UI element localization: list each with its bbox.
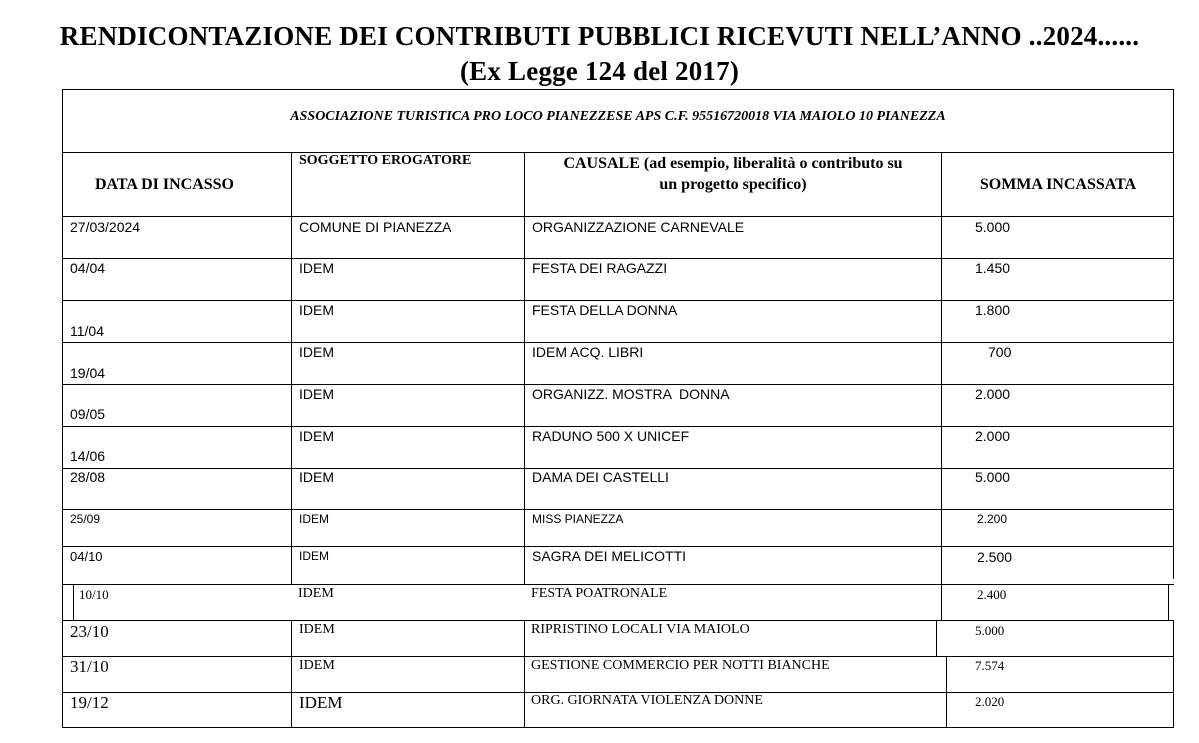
header-reason-line1: CAUSALE (ad esempio, liberalità o contributo su xyxy=(563,155,903,172)
row-payer: IDEM xyxy=(299,549,329,563)
header-amount: SOMMA INCASSATA xyxy=(979,176,1137,193)
row-separator xyxy=(62,342,1174,343)
row-separator xyxy=(62,546,1174,547)
row-payer: IDEM xyxy=(299,622,335,637)
row-reason: ORG. GIORNATA VIOLENZA DONNE xyxy=(531,693,763,708)
row-reason: RIPRISTINO LOCALI VIA MAIOLO xyxy=(531,622,750,637)
row-amount: 1.800 xyxy=(975,302,1011,318)
row-reason: GESTIONE COMMERCIO PER NOTTI BIANCHE xyxy=(531,658,830,673)
row-separator xyxy=(62,656,1174,657)
header-date: DATA DI INCASSO xyxy=(95,176,234,193)
header-separator xyxy=(62,152,1174,153)
row-separator xyxy=(62,584,1174,585)
row-payer: IDEM xyxy=(299,344,334,360)
row-reason: FESTA DEI RAGAZZI xyxy=(532,260,668,276)
row-reason: IDEM ACQ. LIBRI xyxy=(532,344,644,360)
row-reason: RADUNO 500 X UNICEF xyxy=(532,428,690,444)
row-amount: 5.000 xyxy=(975,469,1011,485)
row-amount: 5.000 xyxy=(975,219,1011,235)
row-reason: ORGANIZZ. MOSTRA DONNA xyxy=(532,386,730,402)
row-date: 04/10 xyxy=(70,549,103,564)
row-amount: 1.450 xyxy=(975,260,1011,276)
row-payer: IDEM xyxy=(299,302,334,318)
table-border-left xyxy=(62,89,63,728)
table-border-right-lower xyxy=(1173,620,1174,728)
row-separator xyxy=(62,426,1174,427)
row-separator xyxy=(62,620,1174,621)
row-payer: IDEM xyxy=(299,512,329,526)
row-amount: 2.000 xyxy=(975,386,1011,402)
row-payer: COMUNE DI PIANEZZA xyxy=(299,219,452,235)
row-date: 28/08 xyxy=(70,469,106,485)
contributions-table xyxy=(62,89,1174,728)
row-payer: IDEM xyxy=(298,586,334,601)
association-info: ASSOCIAZIONE TURISTICA PRO LOCO PIANEZZESE APS C.F. 95516720018 VIA MAIOLO 10 PIANEZZA xyxy=(290,109,946,124)
row-date: 31/10 xyxy=(70,657,109,676)
row-date: 27/03/2024 xyxy=(70,219,141,235)
row-amount: 700 xyxy=(988,344,1012,360)
row-payer: IDEM xyxy=(299,386,334,402)
row-date: 19/04 xyxy=(70,365,106,381)
row-amount: 5.000 xyxy=(975,623,1005,638)
document-title: RENDICONTAZIONE DEI CONTRIBUTI PUBBLICI RICEVUTI NELL’ANNO ..2024...... xyxy=(59,21,1140,51)
row-amount: 2.400 xyxy=(977,587,1007,602)
row-reason: FESTA POATRONALE xyxy=(531,586,668,601)
row-payer: IDEM xyxy=(299,428,334,444)
table-border-right xyxy=(1173,89,1174,579)
row-amount: 2.000 xyxy=(975,428,1011,444)
col-line-3-lower-a xyxy=(936,620,937,656)
col-line-2-lower xyxy=(524,620,525,728)
header-payer: SOGGETTO EROGATORE xyxy=(299,153,472,168)
col-line-1-lower xyxy=(291,620,292,728)
row-payer: IDEM xyxy=(299,658,335,673)
row-reason: DAMA DEI CASTELLI xyxy=(532,469,669,485)
row-reason: MISS PIANEZZA xyxy=(532,512,624,526)
row-separator xyxy=(62,258,1174,259)
row-reason: SAGRA DEI MELICOTTI xyxy=(532,548,687,564)
row-date: 14/06 xyxy=(70,448,106,464)
document-subtitle: (Ex Legge 124 del 2017) xyxy=(459,56,740,86)
row-date: 11/04 xyxy=(70,323,104,339)
row-date: 19/12 xyxy=(70,693,109,712)
row-separator xyxy=(62,300,1174,301)
row-separator xyxy=(62,509,1174,510)
row-payer: IDEM xyxy=(299,260,334,276)
shifted-row-left xyxy=(73,584,74,620)
row-date: 09/05 xyxy=(70,406,106,422)
row-payer: IDEM xyxy=(299,469,334,485)
shifted-row-right xyxy=(1168,584,1169,620)
col-line-3 xyxy=(941,152,942,620)
row-amount: 2.500 xyxy=(977,549,1013,565)
row-reason: FESTA DELLA DONNA xyxy=(532,302,678,318)
row-separator xyxy=(62,384,1174,385)
row-amount: 2.020 xyxy=(975,694,1005,709)
row-separator xyxy=(62,216,1174,217)
row-date: 04/04 xyxy=(70,260,106,276)
header-reason-line2: un progetto specifico) xyxy=(659,176,807,193)
row-payer: IDEM xyxy=(299,693,343,712)
row-amount: 7.574 xyxy=(975,658,1005,673)
row-amount: 2.200 xyxy=(977,512,1008,526)
row-reason: ORGANIZZAZIONE CARNEVALE xyxy=(532,219,745,235)
table-border-top xyxy=(62,89,1174,90)
row-date: 25/09 xyxy=(70,512,101,526)
row-date: 10/10 xyxy=(79,587,109,602)
row-date: 23/10 xyxy=(70,622,109,641)
table-border-bottom xyxy=(62,727,1174,728)
